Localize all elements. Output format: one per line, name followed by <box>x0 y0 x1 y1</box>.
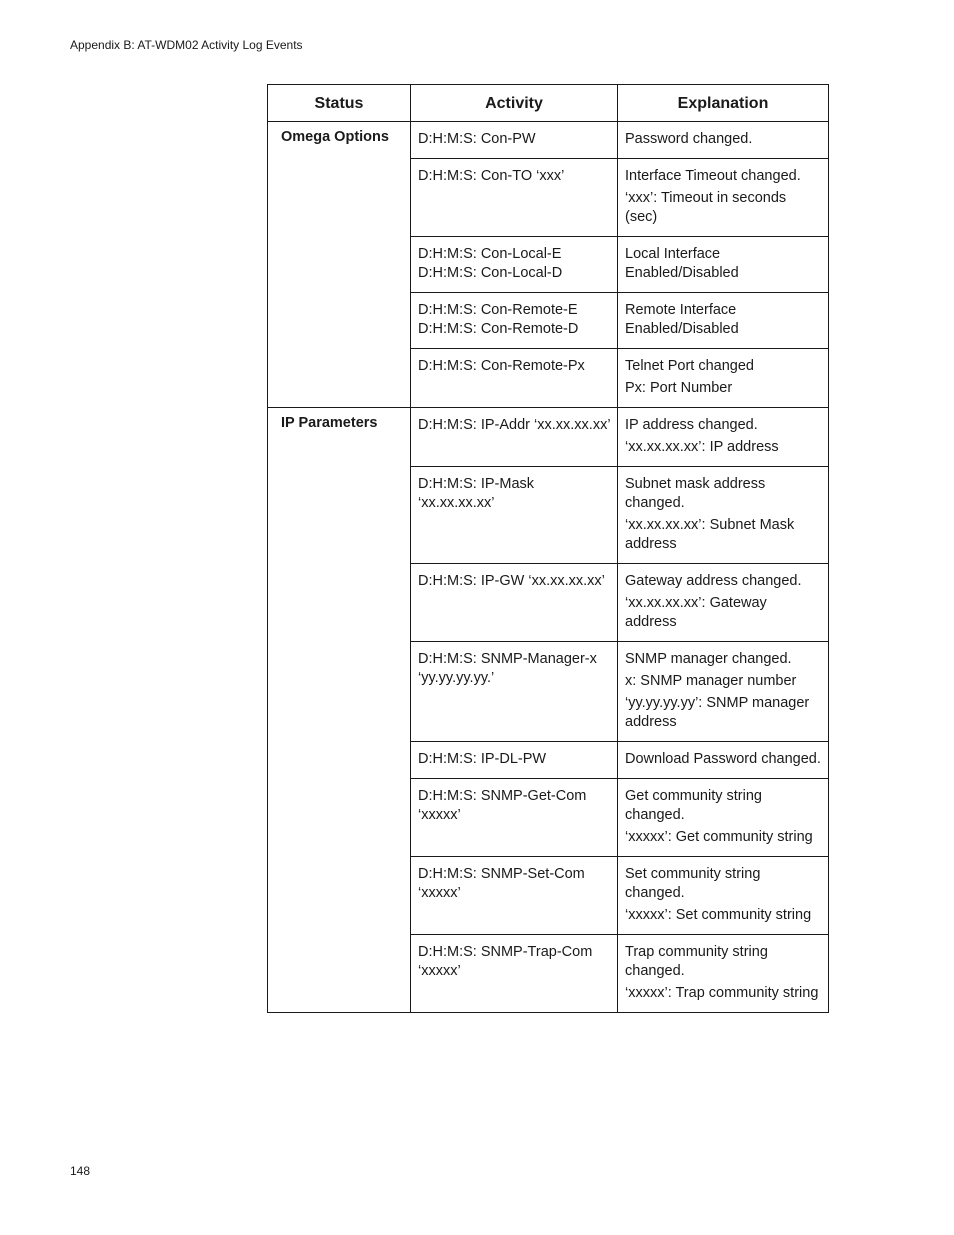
activity-line: D:H:M:S: Con-Remote-Px <box>418 358 585 374</box>
activity-line: D:H:M:S: IP-DL-PW <box>418 751 547 767</box>
activity-line: D:H:M:S: IP-Mask ‘xx.xx.xx.xx’ <box>418 476 535 511</box>
activity-line: D:H:M:S: Con-TO ‘xxx’ <box>418 168 565 184</box>
column-header-status: Status <box>268 85 411 122</box>
activity-line: D:H:M:S: Con-Remote-E <box>418 302 578 318</box>
explanation-cell <box>618 349 829 408</box>
activity-line: D:H:M:S: SNMP-Manager-x ‘yy.yy.yy.yy.’ <box>418 651 597 686</box>
activity-cell <box>411 467 618 564</box>
activity-line: D:H:M:S: Con-Local-E <box>418 246 562 262</box>
activity-line: D:H:M:S: Con-Remote-D <box>418 321 579 337</box>
activity-cell <box>411 642 618 742</box>
explanation-line: Subnet mask address changed. <box>625 476 766 511</box>
explanation-line: ‘xxx’: Timeout in seconds (sec) <box>625 190 787 225</box>
activity-cell <box>411 779 618 857</box>
explanation-line: SNMP manager changed. <box>625 651 792 667</box>
activity-line: D:H:M:S: SNMP-Get-Com ‘xxxxx’ <box>418 788 587 823</box>
explanation-line: ‘xxxxx’: Trap community string <box>625 985 819 1001</box>
explanation-line: Telnet Port changed <box>625 358 754 374</box>
explanation-line: Get community string changed. <box>625 788 762 823</box>
explanation-cell <box>618 564 829 642</box>
table-body <box>268 122 829 1013</box>
activity-cell <box>411 564 618 642</box>
activity-line: D:H:M:S: SNMP-Trap-Com ‘xxxxx’ <box>418 944 593 979</box>
column-header-activity: Activity <box>411 85 618 122</box>
explanation-line: Gateway address changed. <box>625 573 802 589</box>
activity-cell <box>411 159 618 237</box>
page-number: 148 <box>70 1164 91 1178</box>
explanation-line: Download Password changed. <box>625 751 821 767</box>
explanation-line: IP address changed. <box>625 417 758 433</box>
activity-cell <box>411 122 618 159</box>
column-header-explanation: Explanation <box>618 85 829 122</box>
explanation-cell <box>618 857 829 935</box>
explanation-cell <box>618 122 829 159</box>
explanation-line: x: SNMP manager number <box>625 673 797 689</box>
explanation-cell <box>618 642 829 742</box>
explanation-cell <box>618 293 829 349</box>
explanation-cell <box>618 935 829 1013</box>
activity-line: D:H:M:S: IP-GW ‘xx.xx.xx.xx’ <box>418 573 605 589</box>
activity-line: D:H:M:S: Con-PW <box>418 131 536 147</box>
activity-cell <box>411 857 618 935</box>
running-header: Appendix B: AT-WDM02 Activity Log Events <box>70 38 303 52</box>
activity-cell <box>411 237 618 293</box>
status-cell: IP Parameters <box>268 408 411 1013</box>
explanation-cell <box>618 742 829 779</box>
explanation-line: Local Interface Enabled/Disabled <box>625 246 739 281</box>
explanation-line: ‘xx.xx.xx.xx’: Gateway address <box>625 595 767 630</box>
explanation-line: Password changed. <box>625 131 753 147</box>
explanation-line: Px: Port Number <box>625 380 733 396</box>
activity-cell <box>411 349 618 408</box>
activity-cell <box>411 293 618 349</box>
activity-cell <box>411 742 618 779</box>
explanation-cell <box>618 408 829 467</box>
explanation-line: Interface Timeout changed. <box>625 168 801 184</box>
status-cell: Omega Options <box>268 122 411 408</box>
table-header-row <box>268 85 829 122</box>
explanation-line: ‘xx.xx.xx.xx’: IP address <box>625 439 779 455</box>
explanation-cell <box>618 237 829 293</box>
explanation-line: ‘xxxxx’: Get community string <box>625 829 813 845</box>
explanation-line: Remote Interface Enabled/Disabled <box>625 302 739 337</box>
table-row <box>268 408 829 467</box>
explanation-cell <box>618 159 829 237</box>
explanation-line: Trap community string changed. <box>625 944 768 979</box>
activity-cell <box>411 408 618 467</box>
explanation-line: ‘yy.yy.yy.yy’: SNMP manager address <box>625 695 810 730</box>
activity-cell <box>411 935 618 1013</box>
activity-line: D:H:M:S: SNMP-Set-Com ‘xxxxx’ <box>418 866 585 901</box>
explanation-line: ‘xxxxx’: Set community string <box>625 907 812 923</box>
explanation-cell <box>618 779 829 857</box>
activity-line: D:H:M:S: Con-Local-D <box>418 265 563 281</box>
explanation-line: Set community string changed. <box>625 866 761 901</box>
explanation-cell <box>618 467 829 564</box>
explanation-line: ‘xx.xx.xx.xx’: Subnet Mask address <box>625 517 795 552</box>
activity-log-table <box>267 84 829 1013</box>
table-row <box>268 122 829 159</box>
activity-line: D:H:M:S: IP-Addr ‘xx.xx.xx.xx’ <box>418 417 611 433</box>
